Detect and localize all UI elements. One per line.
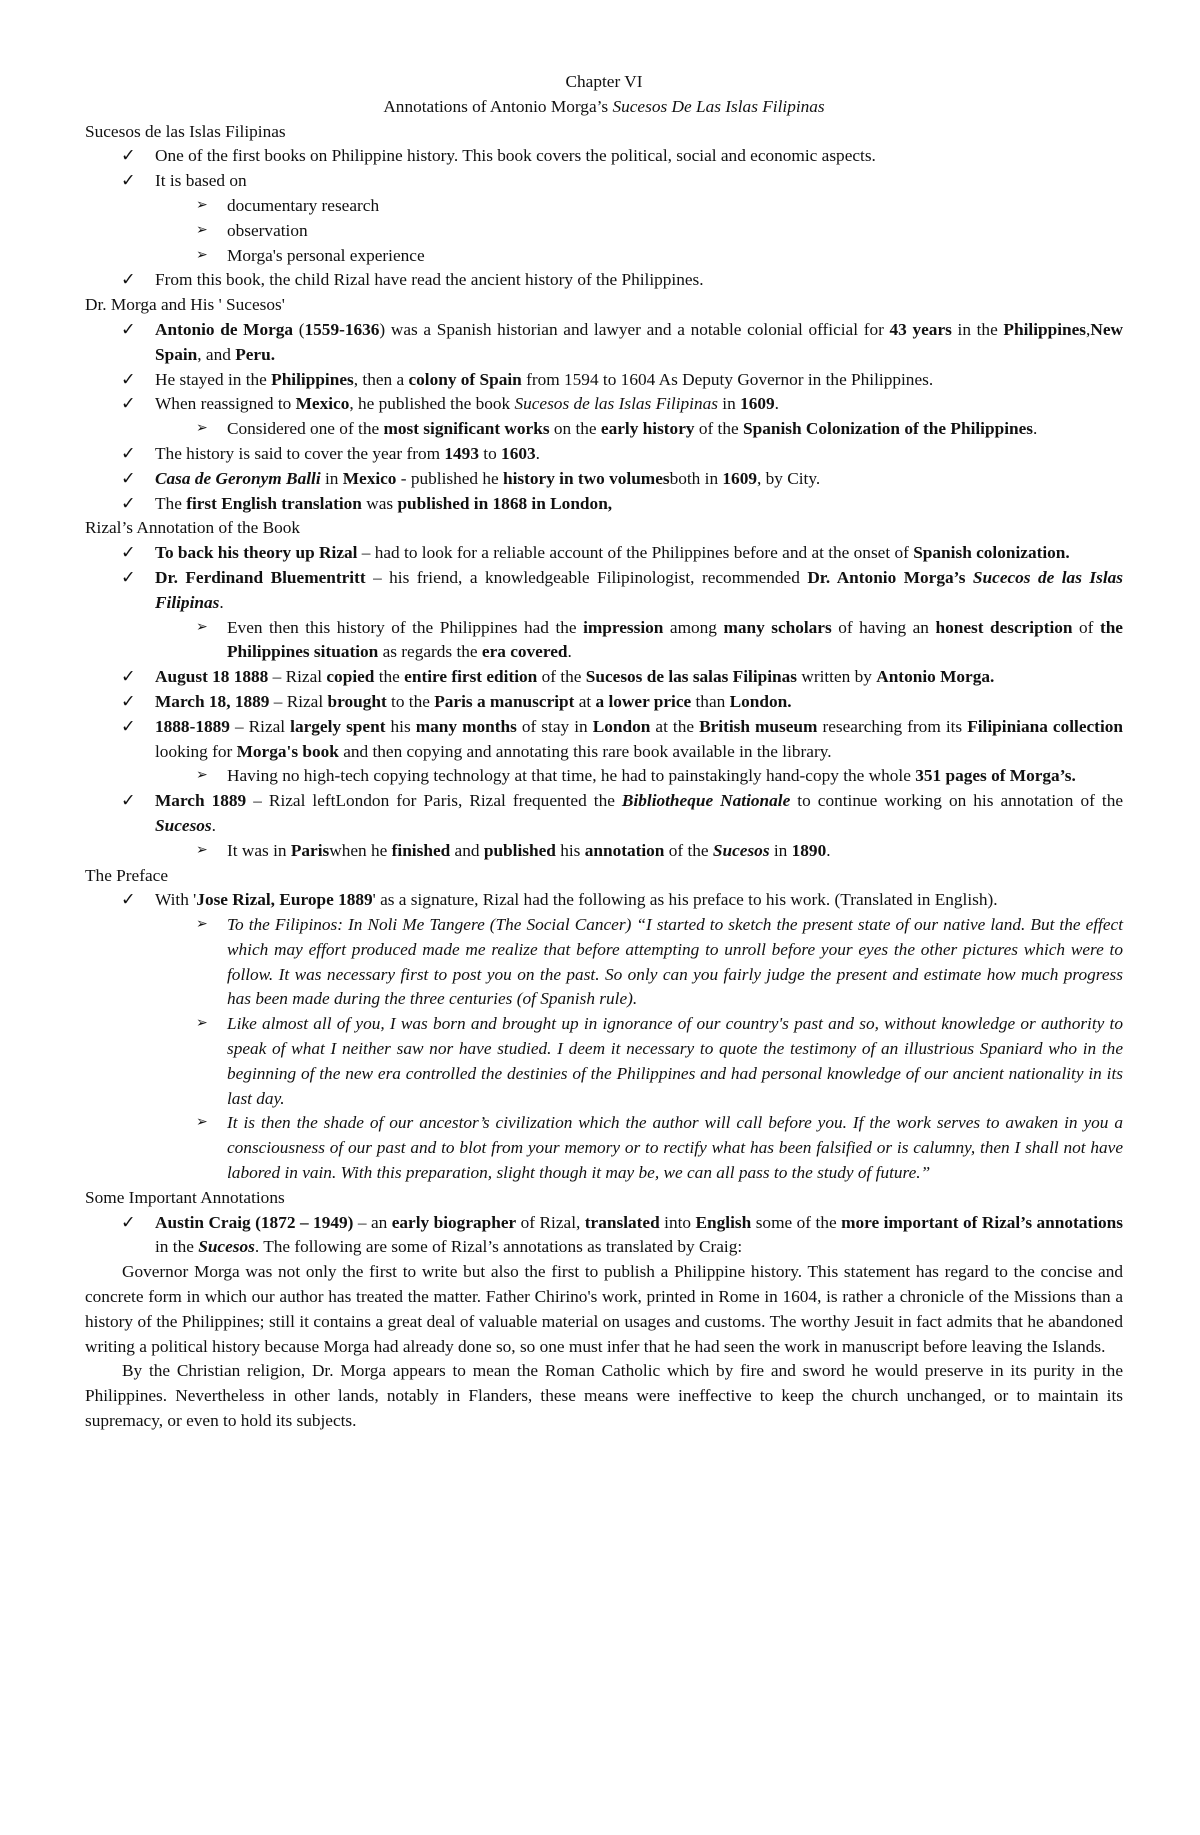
item-text: March 1889 – Rizal leftLondon for Paris, Rizal frequented the Bibliotheque Nationale to continue working on his annotation of the Sucesos. — [155, 791, 1124, 835]
check-item — [85, 888, 1123, 913]
check-item — [85, 690, 1123, 715]
item-text: Governor Morga was not only the first to write but also the first to publish a Philippine history. This statement has regard to the concise and concrete form in which our author has treated the matter. Father Chirino's work, printed in Rome in 1604, is rather a chronicle of the Missions than a history of the Philippines; still it contains a great deal of valuable material on usages and customs. The worthy Jesuit in fact admits that he abandoned writing a political history because Morga had already done so, so one must infer that he had seen the work in manuscript before leaving the Islands. — [85, 1262, 1123, 1356]
check-item — [85, 442, 1123, 467]
arrow-item — [85, 616, 1123, 666]
section — [85, 516, 1123, 863]
arrow-item — [85, 194, 1123, 219]
check-item — [85, 1211, 1123, 1261]
checkmark-icon: ✓ — [121, 171, 136, 191]
item-text: Considered one of the most significant works on the early history of the Spanish Colonization of the Philippines. — [227, 419, 1038, 439]
arrow-bullet-icon: ➢ — [196, 222, 208, 238]
checkmark-icon: ✓ — [121, 890, 136, 910]
item-text: 1888-1889 – Rizal largely spent his many months of stay in London at the British museum researching from its Filipiniana collection looking for Morga's book and then copying and annotating this rare book available in the library. — [155, 716, 1123, 761]
arrow-bullet-icon: ➢ — [196, 619, 208, 635]
body-paragraph — [85, 1260, 1123, 1359]
arrow-bullet-icon: ➢ — [196, 917, 208, 933]
item-text: When reassigned to Mexico, he published the book Sucesos de las Islas Filipinas in 1609. — [155, 394, 779, 414]
check-item — [85, 467, 1123, 492]
item-text: Like almost all of you, I was born and brought up in ignorance of our country's past and so, without knowledge or authority to speak of what I neither saw nor have studied. I deem it necessary to quote the testimony of an illustrious Spaniard who in the beginning of the new era controlled the destinies of the Philippines and had personal knowledge of our ancient nationality in its last day. — [227, 1014, 1123, 1108]
arrow-item — [85, 839, 1123, 864]
arrow-item — [85, 913, 1123, 1012]
check-item — [85, 368, 1123, 393]
document-title-prefix: Annotations of Antonio Morga’s — [383, 96, 613, 116]
item-text: With 'Jose Rizal, Europe 1889' as a signature, Rizal had the following as his preface to his work. (Translated in English). — [155, 890, 998, 910]
section — [85, 120, 1123, 294]
checkmark-icon: ✓ — [121, 319, 136, 339]
item-text: Casa de Geronym Balli in Mexico - published he history in two volumesboth in 1609, by City. — [155, 468, 821, 488]
arrow-bullet-icon: ➢ — [196, 1016, 208, 1032]
arrow-item — [85, 1111, 1123, 1185]
item-text: One of the first books on Philippine history. This book covers the political, social and economic aspects. — [155, 146, 876, 166]
checkmark-icon: ✓ — [121, 369, 136, 389]
item-text: To the Filipinos: In Noli Me Tangere (The Social Cancer) “I started to sketch the present state of our native land. But the effect which may effort produced made me realize that before attempting to unroll before your eyes the other pictures which were to follow. It was necessary first to post you on the past. So only can you fairly judge the present and estimate how much progress has been made during the three centuries (of Spanish rule). — [227, 915, 1123, 1009]
section — [85, 864, 1123, 1186]
item-text: From this book, the child Rizal have read the ancient history of the Philippines. — [155, 270, 704, 290]
item-text: Dr. Ferdinand Bluementritt – his friend, a knowledgeable Filipinologist, recommended Dr. Antonio Morga’s Sucecos de las Islas Filipinas. — [155, 567, 1123, 612]
item-text: It is based on — [155, 171, 247, 191]
arrow-bullet-icon: ➢ — [196, 768, 208, 784]
check-item — [85, 392, 1123, 417]
item-text: It is then the shade of our ancestor’s civilization which the author will call before you. If the work serves to awaken in you a consciousness of our past and to blot from your memory or to rectify what has been falsified or is calumny, then I shall not have labored in vain. With this preparation, slight though it may be, we can all pass to the study of future.” — [227, 1113, 1123, 1183]
arrow-item — [85, 764, 1123, 789]
checkmark-icon: ✓ — [121, 791, 136, 811]
checkmark-icon: ✓ — [121, 270, 136, 290]
check-item — [85, 541, 1123, 566]
checkmark-icon: ✓ — [121, 146, 136, 166]
checkmark-icon: ✓ — [121, 493, 136, 513]
check-item — [85, 715, 1123, 765]
checkmark-icon: ✓ — [121, 543, 136, 563]
check-item — [85, 566, 1123, 616]
checkmark-icon: ✓ — [121, 716, 136, 736]
checkmark-icon: ✓ — [121, 667, 136, 687]
item-text: Antonio de Morga (1559-1636) was a Spanish historian and lawyer and a notable colonial official for 43 years in the Philippines,New Spain, and Peru. — [155, 319, 1123, 364]
arrow-bullet-icon: ➢ — [196, 842, 208, 858]
arrow-bullet-icon: ➢ — [196, 197, 208, 213]
section-heading: Dr. Morga and His ' Sucesos' — [85, 295, 285, 315]
check-item — [85, 144, 1123, 169]
arrow-item — [85, 219, 1123, 244]
body-paragraph — [85, 1359, 1123, 1433]
arrow-item — [85, 244, 1123, 269]
document-title-italic: Sucesos De Las Islas Filipinas — [612, 96, 825, 116]
arrow-bullet-icon: ➢ — [196, 421, 208, 437]
section-heading: Some Important Annotations — [85, 1187, 285, 1207]
item-text: March 18, 1889 – Rizal brought to the Paris a manuscript at a lower price than London. — [155, 691, 792, 711]
check-item — [85, 318, 1123, 368]
check-item — [85, 169, 1123, 194]
item-text: documentary research — [227, 195, 380, 215]
item-text: Having no high-tech copying technology at that time, he had to painstakingly hand-copy the whole 351 pages of Morga’s. — [227, 766, 1076, 786]
item-text: August 18 1888 – Rizal copied the entire first edition of the Sucesos de las salas Filipinas written by Antonio Morga. — [155, 667, 995, 687]
chapter-heading: Chapter VI — [565, 72, 643, 91]
checkmark-icon: ✓ — [121, 394, 136, 414]
item-text: To back his theory up Rizal – had to look for a reliable account of the Philippines before and at the onset of Spanish colonization. — [155, 543, 1070, 563]
item-text: observation — [227, 220, 308, 240]
item-text: Even then this history of the Philippines had the impression among many scholars of having an honest description of the Philippines situation as regards the era covered. — [227, 617, 1123, 662]
item-text: Morga's personal experience — [227, 245, 425, 265]
arrow-item — [85, 417, 1123, 442]
arrow-item — [85, 1012, 1123, 1111]
section-heading: Rizal’s Annotation of the Book — [85, 518, 301, 538]
document-content — [85, 120, 1123, 1434]
item-text: He stayed in the Philippines, then a colony of Spain from 1594 to 1604 As Deputy Governor in the Philippines. — [155, 369, 934, 389]
section-heading: Sucesos de las Islas Filipinas — [85, 121, 286, 141]
section-heading: The Preface — [85, 865, 168, 885]
item-text: The history is said to cover the year from 1493 to 1603. — [155, 443, 540, 463]
item-text: By the Christian religion, Dr. Morga appears to mean the Roman Catholic which by fire and sword he would preserve in its purity in the Philippines. Nevertheless in other lands, notably in Flanders, these means were ineffective to keep the church unchanged, or to maintain its supremacy, or even to hold its subjects. — [85, 1361, 1123, 1431]
item-text: The first English translation was published in 1868 in London, — [155, 493, 613, 513]
section — [85, 293, 1123, 516]
arrow-bullet-icon: ➢ — [196, 1115, 208, 1131]
arrow-bullet-icon: ➢ — [196, 247, 208, 263]
checkmark-icon: ✓ — [121, 468, 136, 488]
checkmark-icon: ✓ — [121, 691, 136, 711]
checkmark-icon: ✓ — [121, 443, 136, 463]
item-text: It was in Pariswhen he finished and published his annotation of the Sucesos in 1890. — [227, 840, 831, 860]
checkmark-icon: ✓ — [121, 1212, 136, 1232]
document-title — [85, 95, 1123, 120]
item-text: Austin Craig (1872 – 1949) – an early biographer of Rizal, translated into English some of the more important of Rizal’s annotations in the Sucesos. The following are some of Rizal’s annotations as translated by Craig: — [155, 1212, 1123, 1257]
check-item — [85, 665, 1123, 690]
section — [85, 1186, 1123, 1434]
check-item — [85, 268, 1123, 293]
checkmark-icon: ✓ — [121, 567, 136, 587]
check-item — [85, 789, 1123, 839]
check-item — [85, 492, 1123, 517]
